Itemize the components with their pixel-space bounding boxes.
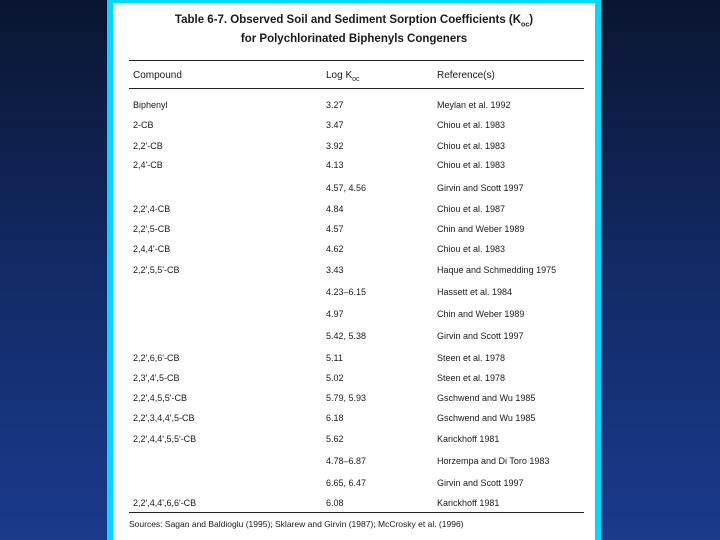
title-line-1 bbox=[113, 13, 595, 32]
cell-logk: 5.42, 5.38 bbox=[326, 331, 367, 341]
cell-logk: 4.84 bbox=[326, 204, 344, 214]
cell-ref: Steen et al. 1978 bbox=[437, 353, 506, 363]
cell-ref: Chiou et al. 1983 bbox=[437, 120, 506, 130]
cell-compound: 2,2',5,5'-CB bbox=[133, 265, 180, 275]
title-subscript: oc bbox=[521, 21, 530, 29]
cell-logk: 3.92 bbox=[326, 141, 344, 151]
table-title bbox=[113, 13, 595, 46]
cell-compound: 2,2',4,4',5,5'-CB bbox=[133, 434, 197, 444]
cell-compound: 2,2',4,5,5'-CB bbox=[133, 393, 187, 403]
cell-ref: Chiou et al. 1983 bbox=[437, 160, 506, 170]
cell-ref: Chiou et al. 1983 bbox=[437, 244, 506, 254]
cell-ref: Steen et al. 1978 bbox=[437, 373, 506, 383]
cell-logk: 3.43 bbox=[326, 265, 344, 275]
cell-compound: 2,2'-CB bbox=[133, 141, 163, 151]
cell-ref: Chiou et al. 1987 bbox=[437, 204, 506, 214]
cell-compound: Biphenyl bbox=[133, 100, 168, 110]
cell-logk: 5.62 bbox=[326, 434, 344, 444]
header-reference: Reference(s) bbox=[437, 70, 495, 81]
cell-logk: 4.97 bbox=[326, 309, 344, 319]
title-line-2: for Polychlorinated Biphenyls Congeners bbox=[240, 33, 468, 46]
cell-ref: Gschwend and Wu 1985 bbox=[437, 393, 536, 403]
cell-logk: 4.78–6.87 bbox=[326, 456, 367, 466]
cell-ref: Chiou et al. 1983 bbox=[437, 141, 506, 151]
cell-ref: Girvin and Scott 1997 bbox=[437, 478, 524, 488]
cell-logk: 4.57 bbox=[326, 224, 344, 234]
cell-logk: 4.57, 4.56 bbox=[326, 183, 367, 193]
cell-logk: 4.62 bbox=[326, 244, 344, 254]
cell-compound: 2,2',5-CB bbox=[133, 224, 171, 234]
cell-logk: 6.18 bbox=[326, 413, 344, 423]
cell-compound: 2,4,4'-CB bbox=[133, 244, 171, 254]
cell-logk: 6.65, 6.47 bbox=[326, 478, 367, 488]
cell-ref: Gschwend and Wu 1985 bbox=[437, 413, 536, 423]
cell-ref: Girvin and Scott 1997 bbox=[437, 183, 524, 193]
cell-logk: 3.47 bbox=[326, 120, 344, 130]
cell-compound: 2-CB bbox=[133, 120, 154, 130]
header-logk bbox=[326, 70, 360, 83]
cell-logk: 5.79, 5.93 bbox=[326, 393, 367, 403]
cell-logk: 6.08 bbox=[326, 498, 344, 508]
header-logk-text: Log K bbox=[326, 70, 353, 81]
cell-logk: 4.23–6.15 bbox=[326, 287, 367, 297]
title-text: Table 6-7. Observed Soil and Sediment Sorption Coefficients (K bbox=[174, 14, 522, 26]
cell-compound: 2,2',3,4,4',5-CB bbox=[133, 413, 195, 423]
cell-ref: Horzempa and Di Toro 1983 bbox=[437, 456, 550, 466]
cell-ref: Haque and Schmedding 1975 bbox=[437, 265, 557, 275]
cell-logk: 3.27 bbox=[326, 100, 344, 110]
title-end: ) bbox=[529, 14, 534, 26]
cell-ref: Hassett et al. 1984 bbox=[437, 287, 513, 297]
cell-ref: Chin and Weber 1989 bbox=[437, 224, 525, 234]
header-logk-sub: oc bbox=[352, 76, 360, 83]
sources-note: Sources: Sagan and Baldioglu (1995); Sklarew and Girvin (1987); McCrosky et al. (1996) bbox=[129, 519, 464, 529]
cell-compound: 2,2',4,4',6,6'-CB bbox=[133, 498, 197, 508]
cell-compound: 2,4'-CB bbox=[133, 160, 163, 170]
cell-ref: Karickhoff 1981 bbox=[437, 434, 500, 444]
cell-logk: 5.11 bbox=[326, 353, 343, 363]
document-page bbox=[113, 3, 595, 540]
cell-ref: Chin and Weber 1989 bbox=[437, 309, 525, 319]
header-compound: Compound bbox=[133, 70, 182, 81]
top-rule bbox=[129, 60, 584, 61]
cell-logk: 4.13 bbox=[326, 160, 344, 170]
cell-ref: Girvin and Scott 1997 bbox=[437, 331, 524, 341]
bottom-rule bbox=[129, 512, 584, 513]
cell-compound: 2,2',6,6'-CB bbox=[133, 353, 180, 363]
cell-compound: 2,2',4-CB bbox=[133, 204, 171, 214]
cell-ref: Karickhoff 1981 bbox=[437, 498, 500, 508]
cell-ref: Meylan et al. 1992 bbox=[437, 100, 511, 110]
cell-compound: 2,3',4',5-CB bbox=[133, 373, 180, 383]
header-rule bbox=[129, 88, 584, 89]
cell-logk: 5.02 bbox=[326, 373, 344, 383]
